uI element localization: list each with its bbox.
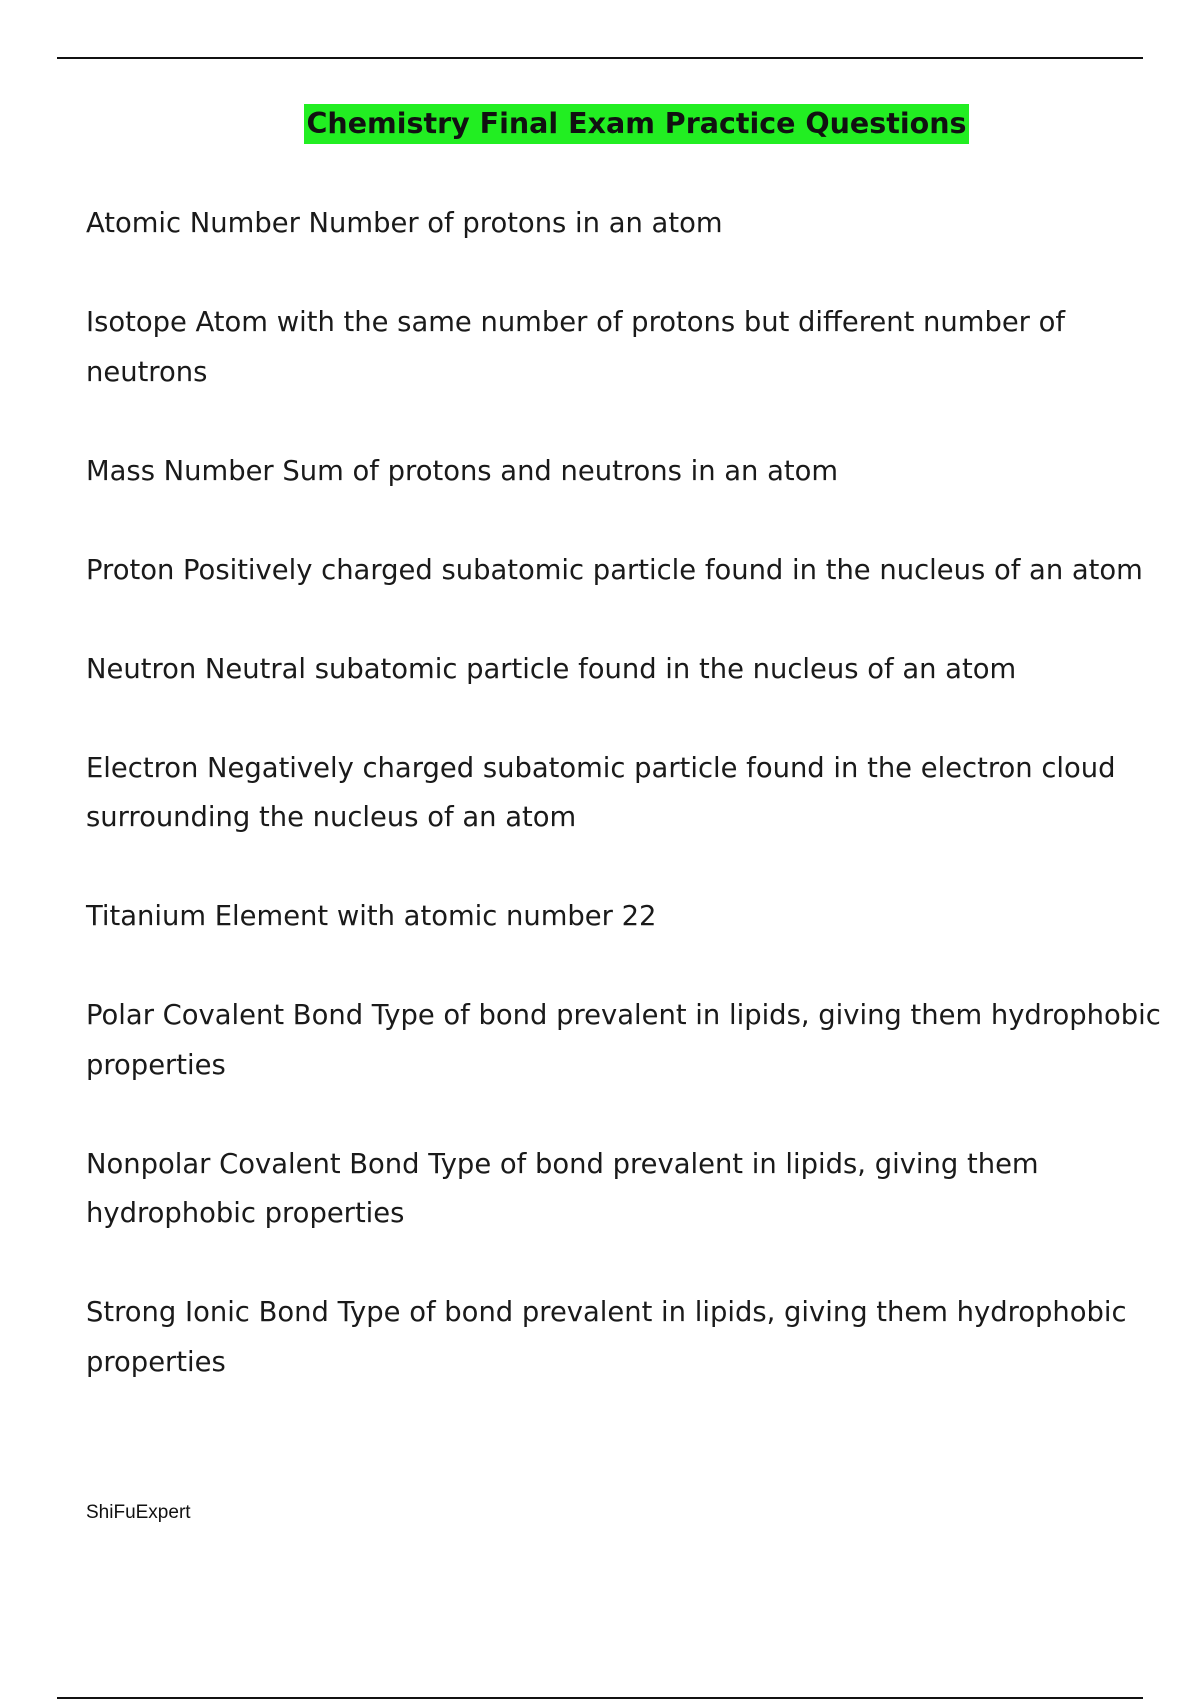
entry-nonpolar-covalent-bond: Nonpolar Covalent Bond Type of bond prevalent in lipids, giving them hydrophobic properties	[86, 1148, 1039, 1229]
top-rule	[57, 57, 1143, 59]
entry-proton: Proton Positively charged subatomic particle found in the nucleus of an atom	[86, 554, 1143, 586]
entry-electron: Electron Negatively charged subatomic particle found in the electron cloud surrounding the nucleus of an atom	[86, 752, 1116, 833]
entry-polar-covalent-bond: Polar Covalent Bond Type of bond prevalent in lipids, giving them hydrophobic properties	[86, 1000, 1161, 1081]
page-title: Chemistry Final Exam Practice Questions	[304, 104, 970, 144]
entry-titanium: Titanium Element with atomic number 22	[86, 901, 657, 932]
entry-atomic-number: Atomic Number Number of protons in an atom	[86, 208, 723, 239]
entry-neutron: Neutron Neutral subatomic particle found in the nucleus of an atom	[86, 653, 1017, 685]
entry-isotope: Isotope Atom with the same number of protons but different number of neutrons	[86, 307, 1066, 388]
entry-list	[86, 199, 1181, 1437]
footer-brand: ShiFuExpert	[86, 1502, 191, 1523]
entry-mass-number: Mass Number Sum of protons and neutrons in an atom	[86, 455, 839, 487]
entry-strong-ionic-bond: Strong Ionic Bond Type of bond prevalent in lipids, giving them hydrophobic properties	[86, 1297, 1127, 1378]
title-block	[0, 104, 1200, 144]
bottom-rule	[57, 1697, 1143, 1699]
